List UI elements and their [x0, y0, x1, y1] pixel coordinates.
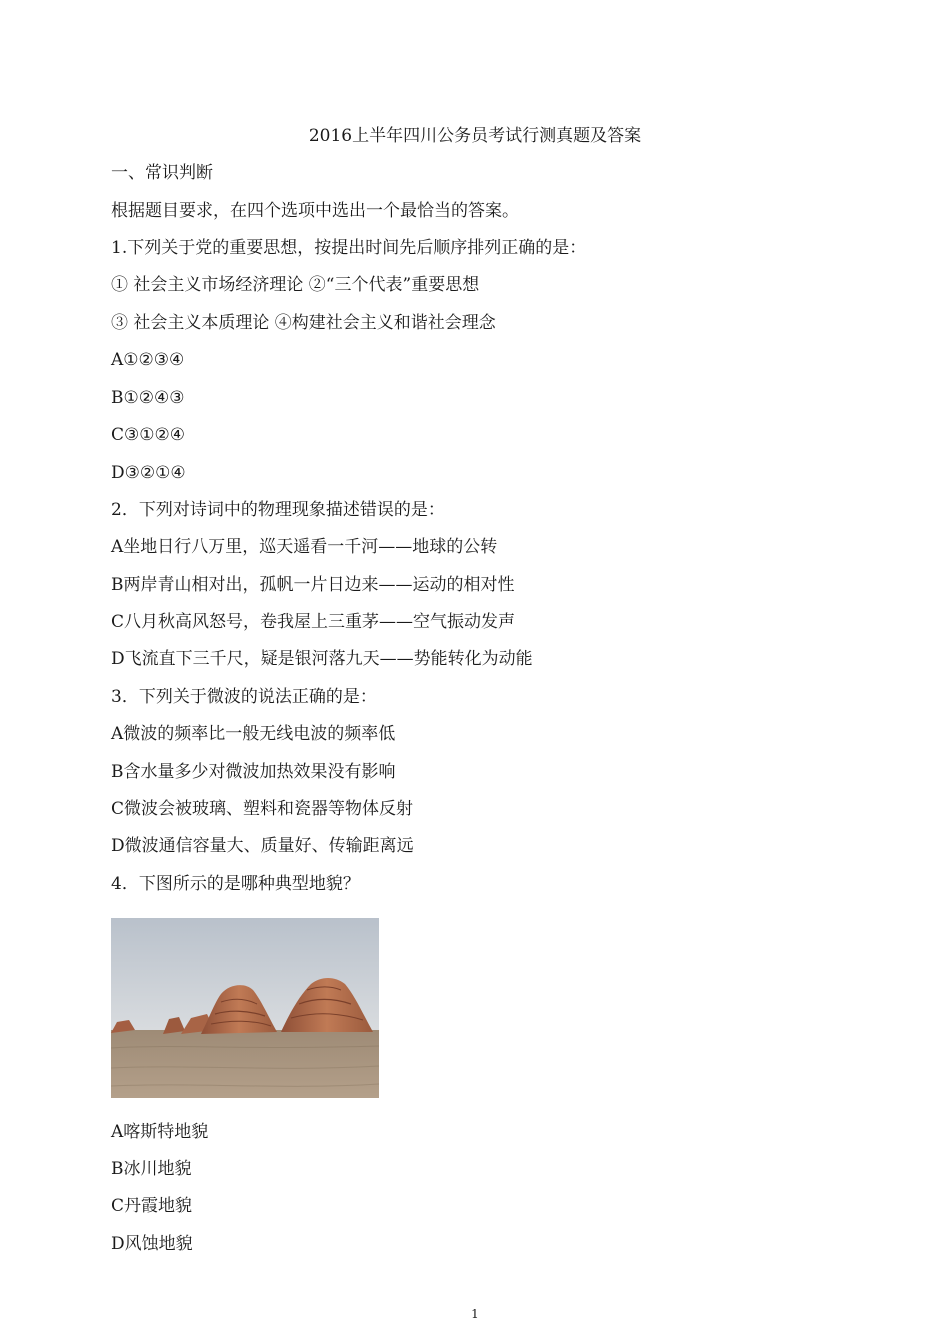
- ground: [111, 1030, 379, 1098]
- landform-photo: [111, 918, 379, 1098]
- question-1-item: ③ 社会主义本质理论 ④构建社会主义和谐社会理念: [111, 313, 496, 333]
- page-number: 1: [471, 1307, 479, 1321]
- question-3-option-a: A微波的频率比一般无线电波的频率低: [111, 724, 396, 744]
- question-3-option-c: C微波会被玻璃、塑料和瓷器等物体反射: [111, 799, 414, 819]
- question-2-option-c: C八月秋高风怒号，卷我屋上三重茅——空气振动发声: [111, 612, 516, 632]
- question-3-option-d: D微波通信容量大、质量好、传输距离远: [111, 836, 414, 856]
- question-1-option-c: C③①②④: [111, 425, 185, 445]
- landform-photo-illustration: [111, 918, 379, 1098]
- question-4-option-c: C丹霞地貌: [111, 1196, 193, 1216]
- instruction-text: 根据题目要求，在四个选项中选出一个最恰当的答案。: [111, 201, 519, 221]
- question-4-option-d: D风蚀地貌: [111, 1234, 193, 1254]
- question-1-stem: 1.下列关于党的重要思想，按提出时间先后顺序排列正确的是：: [111, 238, 587, 258]
- question-1-item: ① 社会主义市场经济理论 ②“三个代表”重要思想: [111, 275, 480, 295]
- question-4-option-a: A喀斯特地貌: [111, 1122, 209, 1142]
- question-2-stem: 2．下列对诗词中的物理现象描述错误的是：: [111, 500, 445, 520]
- question-1-option-d: D③②①④: [111, 463, 186, 483]
- question-2-option-b: B两岸青山相对出，孤帆一片日边来——运动的相对性: [111, 575, 515, 595]
- question-2-option-d: D飞流直下三千尺，疑是银河落九天——势能转化为动能: [111, 649, 533, 669]
- question-2-option-a: A坐地日行八万里，巡天遥看一千河——地球的公转: [111, 537, 498, 557]
- question-3-stem: 3．下列关于微波的说法正确的是：: [111, 687, 377, 707]
- section-heading: 一、常识判断: [111, 163, 213, 183]
- question-1-option-b: B①②④③: [111, 388, 185, 408]
- question-3-option-b: B含水量多少对微波加热效果没有影响: [111, 762, 396, 782]
- question-4-option-b: B冰川地貌: [111, 1159, 192, 1179]
- page-title: 2016上半年四川公务员考试行测真题及答案: [308, 126, 642, 146]
- question-4-stem: 4．下图所示的是哪种典型地貌？: [111, 874, 360, 894]
- question-1-option-a: A①②③④: [111, 350, 185, 370]
